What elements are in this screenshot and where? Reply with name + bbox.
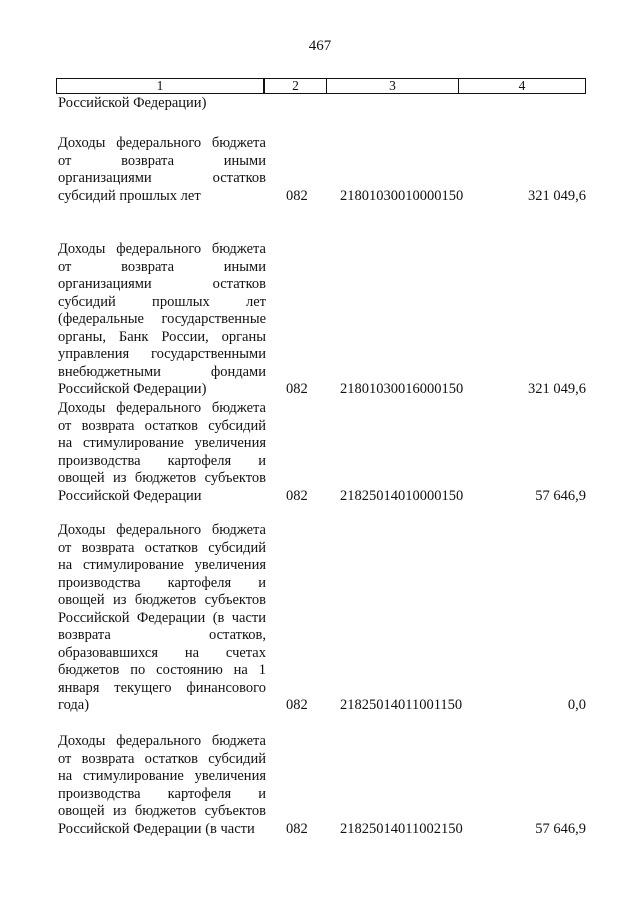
page-number: 467 (308, 38, 332, 54)
description-line: Доходы федерального бюджета (58, 522, 266, 538)
description-line: от возврата остатков субсидий (58, 417, 266, 434)
description-line: производства картофеля и (58, 452, 266, 469)
description-line: субсидий прошлых лет (58, 293, 266, 310)
description-line: на стимулирование увеличения (58, 435, 266, 451)
row-description (58, 241, 266, 399)
description-line: от возврата остатков субсидий (58, 539, 266, 556)
description-line: Российской Федерации) (58, 381, 207, 397)
description-line: овощей из бюджетов субъектов (58, 803, 266, 819)
row-kbk-code: 21825014011001150 (340, 697, 463, 713)
description-line: организациями остатков (58, 170, 266, 186)
table-header (56, 78, 586, 94)
description-line: внебюджетными фондами (58, 363, 266, 380)
description-line: овощей из бюджетов субъектов (58, 592, 266, 608)
description-line: Российской Федерации (в части (58, 820, 255, 837)
row-kbk-code: 21825014011002150 (340, 820, 463, 837)
description-line: управления государственными (58, 346, 266, 362)
description-line: бюджетов по состоянию на 1 (58, 662, 266, 678)
description-line: от возврата иными (58, 152, 266, 169)
row-amount: 0,0 (567, 697, 586, 713)
row-amount: 57 646,9 (535, 487, 586, 504)
table-row (58, 522, 588, 715)
description-line: образовавшихся на счетах (58, 644, 266, 661)
table-row (58, 400, 588, 505)
header-col-4: 4 (518, 78, 526, 93)
header-col-1: 1 (57, 79, 265, 93)
description-line: на стимулирование увеличения (58, 557, 266, 573)
description-line: субсидий прошлых лет (58, 187, 201, 204)
description-line: возврата остатков, (58, 627, 266, 643)
description-line: на стимулирование увеличения (58, 768, 266, 784)
row-amount: 57 646,9 (535, 820, 586, 837)
description-line: Российской Федерации (в части (58, 609, 266, 626)
description-line: Доходы федерального бюджета (58, 400, 266, 416)
header-col-3: 3 (327, 79, 459, 93)
row-code: 082 (286, 487, 308, 504)
description-line: Доходы федерального бюджета (58, 135, 266, 151)
row-code: 082 (286, 697, 308, 713)
description-line: (федеральные государственные (58, 311, 266, 327)
row-kbk-code: 21825014010000150 (340, 487, 464, 504)
row-amount: 321 049,6 (528, 381, 586, 397)
description-line: от возврата остатков субсидий (58, 750, 266, 767)
description-line: Доходы федерального бюджета (58, 241, 266, 257)
row-description (58, 400, 266, 505)
row-description (58, 522, 266, 715)
header-col-2: 2 (265, 79, 327, 93)
continuation-text: Российской Федерации) (58, 95, 207, 111)
row-code: 082 (286, 187, 308, 204)
description-line: овощей из бюджетов субъектов (58, 470, 266, 486)
table-row (58, 135, 588, 205)
row-description (58, 733, 266, 838)
description-line: Доходы федерального бюджета (58, 733, 266, 749)
description-line: органы, Банк России, органы (58, 328, 266, 345)
row-code: 082 (286, 381, 308, 397)
row-amount: 321 049,6 (528, 187, 586, 204)
table-row (58, 733, 588, 838)
description-line: производства картофеля и (58, 574, 266, 591)
description-line: производства картофеля и (58, 785, 266, 802)
description-line: января текущего финансового (58, 679, 266, 696)
description-line: от возврата иными (58, 258, 266, 275)
row-description (58, 135, 266, 205)
description-line: года) (58, 697, 90, 713)
row-kbk-code: 21801030016000150 (340, 381, 464, 397)
row-kbk-code: 21801030010000150 (340, 187, 464, 204)
description-line: организациями остатков (58, 276, 266, 292)
table-row (58, 241, 588, 399)
row-code: 082 (286, 820, 308, 837)
description-line: Российской Федерации (58, 487, 202, 504)
